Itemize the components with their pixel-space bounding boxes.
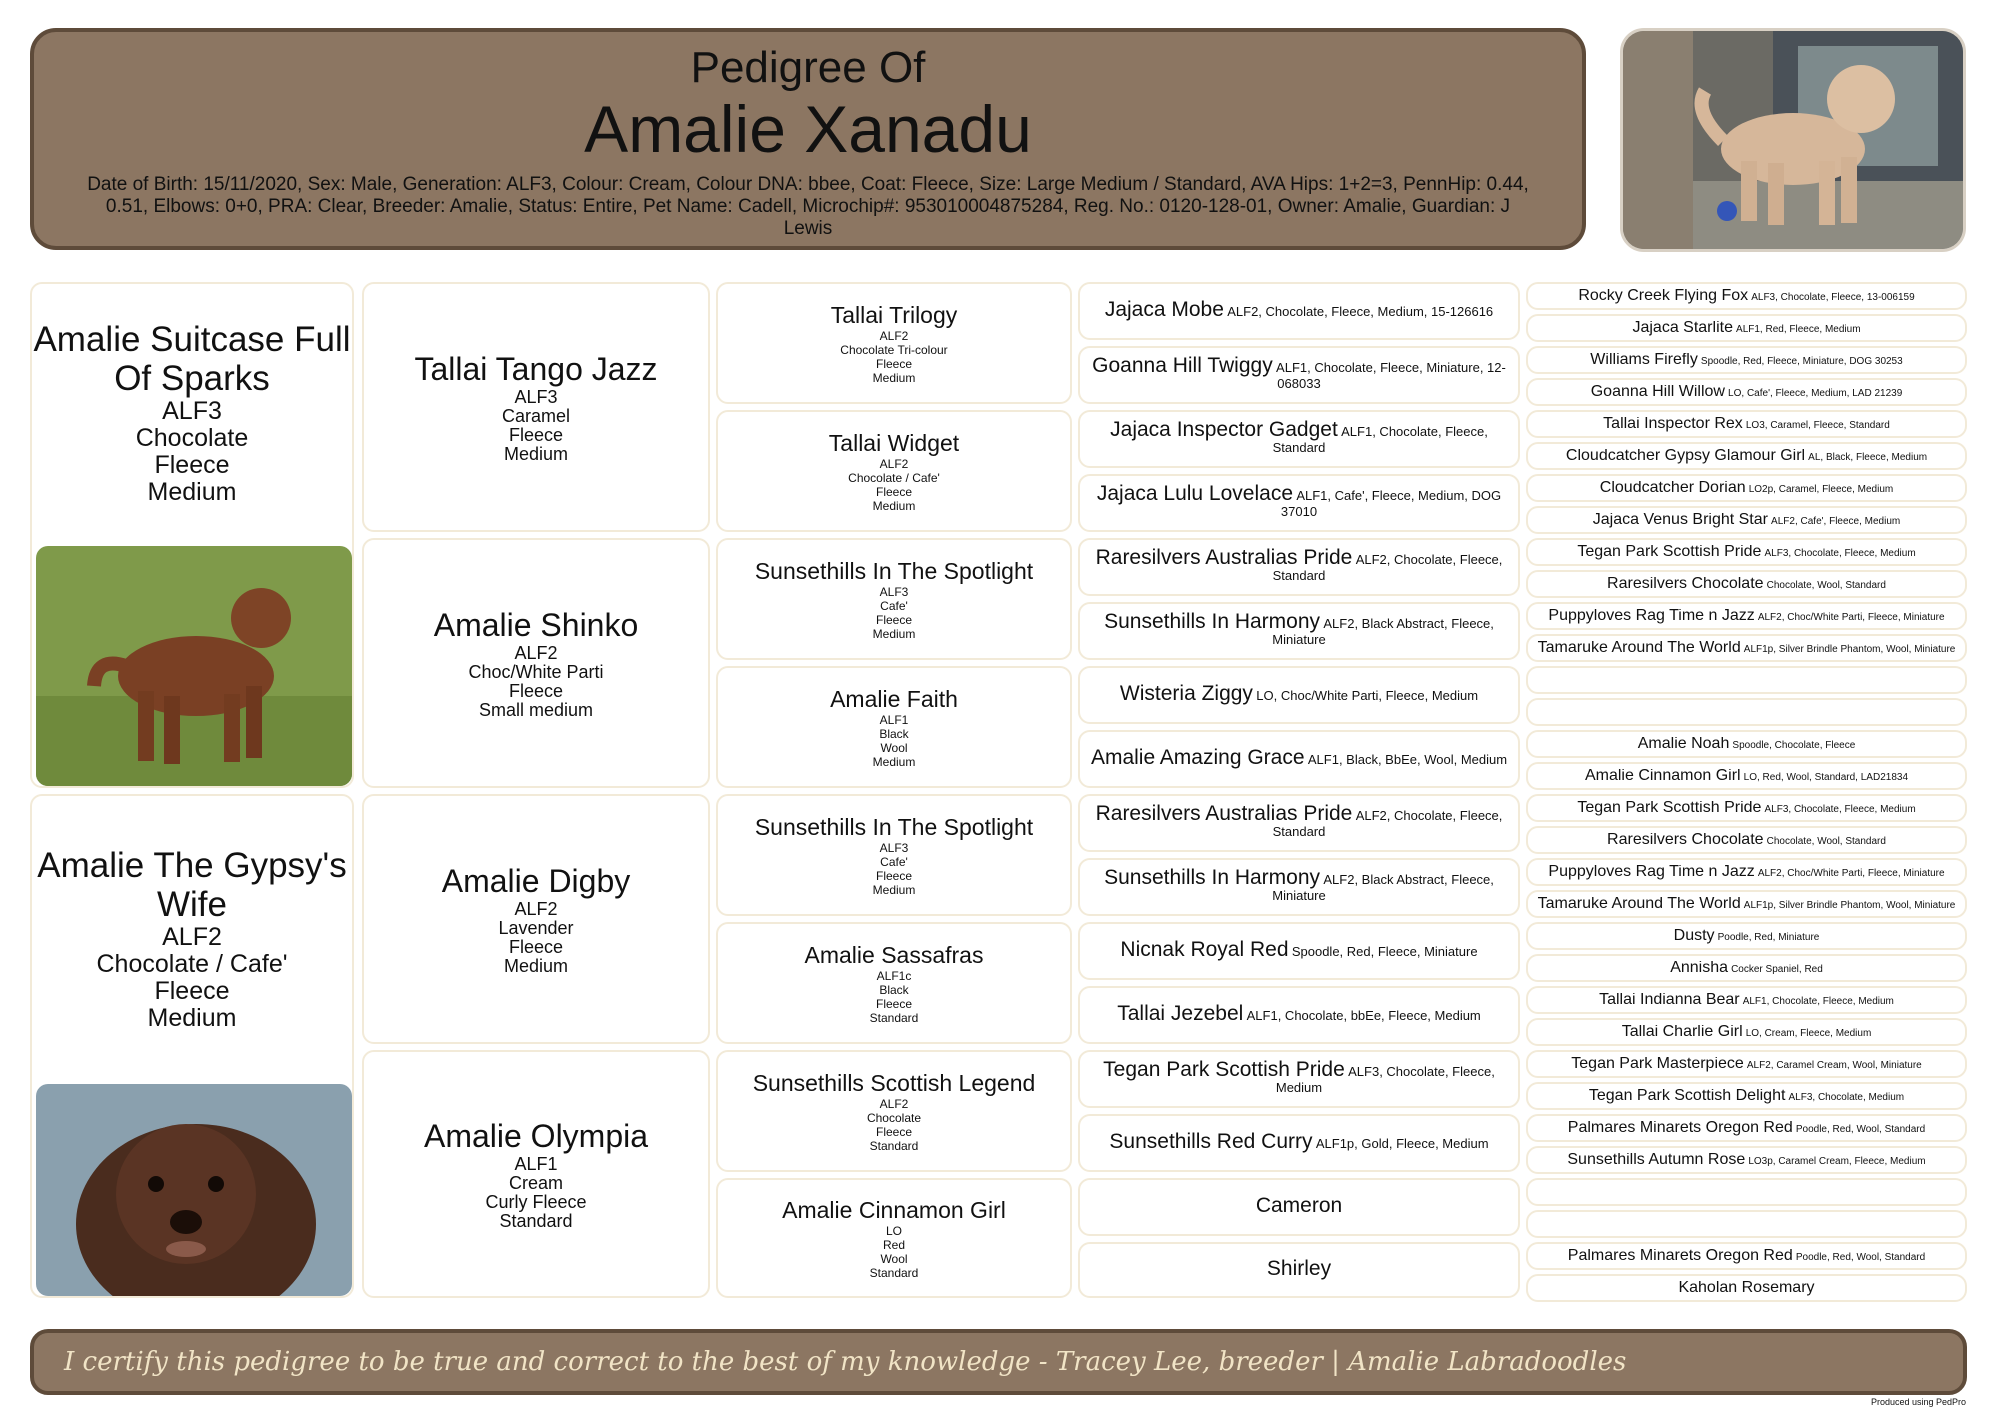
gen5-name: Tegan Park Scottish Delight — [1588, 1088, 1786, 1104]
gen5-box — [1526, 858, 1967, 886]
gen2-attr: ALF2 — [514, 899, 558, 919]
gen4-box — [1078, 538, 1520, 596]
gen5-info: LO3, Caramel, Fleece, Standard — [1745, 419, 1890, 431]
gen5-info: LO, Cream, Fleece, Medium — [1745, 1027, 1872, 1039]
gen5-name: Amalie Noah — [1637, 736, 1730, 752]
gen3-attr: Cafe' — [880, 599, 908, 613]
gen4-name: Jajaca Mobe — [1104, 298, 1224, 321]
sire-coat: Fleece — [154, 451, 230, 479]
gen3-box — [716, 282, 1072, 404]
gen5-info: LO, Red, Wool, Standard, LAD21834 — [1743, 771, 1909, 783]
gen4-info: ALF1, Chocolate, Fleece, Miniature, 12-068033 — [1276, 360, 1506, 391]
gen5-info: ALF3, Chocolate, Fleece, 13-006159 — [1751, 291, 1915, 303]
gen4-info: ALF2, Black Abstract, Fleece, Miniature — [1272, 616, 1494, 647]
gen4-box — [1078, 346, 1520, 404]
gen5-info: ALF3, Chocolate, Fleece, Medium — [1764, 547, 1916, 559]
gen3-name: Amalie Cinnamon Girl — [782, 1197, 1006, 1223]
gen2-attr: Lavender — [498, 918, 574, 938]
dam-photo — [36, 1084, 352, 1296]
gen3-attr: Standard — [869, 1266, 919, 1280]
gen2-attr: Fleece — [508, 937, 564, 957]
gen5-info: ALF1p, Silver Brindle Phantom, Wool, Miniature — [1743, 643, 1956, 655]
gen5-box — [1526, 986, 1967, 1014]
certification-banner — [30, 1329, 1967, 1395]
gen5-name: Jajaca Venus Bright Star — [1592, 512, 1768, 528]
gen5-box — [1526, 794, 1967, 822]
gen4-info: ALF1, Chocolate, bbEe, Fleece, Medium — [1246, 1008, 1481, 1023]
gen4-box — [1078, 922, 1520, 980]
gen4-info: ALF1, Chocolate, Fleece, Standard — [1272, 424, 1488, 455]
gen4-name: Tegan Park Scottish Pride — [1103, 1058, 1345, 1081]
gen5-name: Annisha — [1670, 960, 1729, 976]
gen5-box — [1526, 314, 1967, 342]
gen2-attr: ALF3 — [514, 387, 558, 407]
gen3-attr: Wool — [880, 1252, 908, 1266]
gen5-info: LO3p, Caramel Cream, Fleece, Medium — [1748, 1155, 1926, 1167]
gen4-box — [1078, 282, 1520, 340]
gen5-info: Poodle, Red, Miniature — [1717, 931, 1820, 943]
produced-by-note: Produced using PedPro — [1870, 1397, 1966, 1407]
gen5-box — [1526, 698, 1967, 726]
gen5-box — [1526, 1146, 1967, 1174]
gen5-name: Williams Firefly — [1590, 352, 1698, 368]
gen4-box — [1078, 1050, 1520, 1108]
gen3-attr: Red — [882, 1238, 905, 1252]
gen5-info: Poodle, Red, Wool, Standard — [1795, 1251, 1926, 1263]
gen5-name: Tegan Park Scottish Pride — [1577, 800, 1762, 816]
gen5-box — [1526, 1210, 1967, 1238]
gen2-attr: Standard — [499, 1211, 573, 1231]
gen5-box — [1526, 1242, 1967, 1270]
gen2-attr: Medium — [503, 444, 569, 464]
gen4-info: ALF2, Chocolate, Fleece, Standard — [1272, 552, 1503, 583]
gen5-name: Tallai Charlie Girl — [1621, 1024, 1743, 1040]
gen5-info: Poodle, Red, Wool, Standard — [1795, 1123, 1926, 1135]
gen2-box — [362, 538, 710, 788]
gen4-name: Nicnak Royal Red — [1120, 938, 1289, 961]
gen3-box — [716, 666, 1072, 788]
gen5-box — [1526, 506, 1967, 534]
gen5-info: ALF2, Cafe', Fleece, Medium — [1771, 515, 1901, 527]
gen5-info: ALF2, Caramel Cream, Wool, Miniature — [1746, 1059, 1922, 1071]
brown-dog-photo-image — [36, 546, 352, 786]
gen2-box — [362, 1050, 710, 1298]
sire-colour: Chocolate — [135, 424, 249, 452]
gen4-name: Raresilvers Australias Pride — [1095, 802, 1353, 825]
gen5-name: Sunsethills Autumn Rose — [1567, 1152, 1746, 1168]
gen4-box — [1078, 666, 1520, 724]
gen4-name: Jajaca Inspector Gadget — [1110, 418, 1338, 441]
sire-size: Medium — [147, 478, 237, 506]
gen4-info: LO, Choc/White Parti, Fleece, Medium — [1256, 688, 1479, 703]
gen5-info: Spoodle, Chocolate, Fleece — [1732, 739, 1856, 751]
gen4-box — [1078, 602, 1520, 660]
gen2-name: Amalie Digby — [441, 863, 631, 899]
gen5-box — [1526, 410, 1967, 438]
gen5-name: Raresilvers Chocolate — [1607, 576, 1764, 592]
gen5-box — [1526, 282, 1967, 310]
gen2-attr: Curly Fleece — [485, 1192, 587, 1212]
sire-name: Amalie Suitcase Full Of Sparks — [33, 320, 351, 398]
gen4-box — [1078, 1242, 1520, 1298]
gen5-box — [1526, 378, 1967, 406]
pedigree-header — [30, 28, 1586, 250]
dog-details: Date of Birth: 15/11/2020, Sex: Male, Generation: ALF3, Colour: Cream, Colour DNA: bbee, Coat: Fleece, Size: Large Medium / Standard, AVA Hips: 1+2=3, PennHip: 0.44, 0.51, Elbows: 0+0, PRA: Clear, Breeder: Amalie, Status: Entire, Pet Name: Cadell, Microchip#: 953010004875284, Reg. No.: 0120-128-01, Owner: Amalie, Guardian: J Lewis — [87, 174, 1529, 239]
gen4-box — [1078, 474, 1520, 532]
gen3-attr: Fleece — [875, 357, 913, 371]
gen4-info: Spoodle, Red, Fleece, Miniature — [1291, 944, 1478, 959]
gen3-name: Sunsethills Scottish Legend — [752, 1070, 1036, 1096]
sire-box — [30, 282, 354, 788]
gen3-attr: ALF2 — [879, 457, 909, 471]
gen5-name: Kaholan Rosemary — [1678, 1280, 1815, 1296]
gen4-name: Sunsethills In Harmony — [1104, 866, 1321, 889]
gen5-box — [1526, 1082, 1967, 1110]
gen5-info: ALF3, Chocolate, Medium — [1788, 1091, 1905, 1103]
gen5-box — [1526, 730, 1967, 758]
gen4-info: ALF3, Chocolate, Fleece, Medium — [1275, 1064, 1495, 1095]
gen5-info: AL, Black, Fleece, Medium — [1808, 451, 1928, 463]
gen3-attr: ALF2 — [879, 329, 909, 343]
gen3-attr: Standard — [869, 1011, 919, 1025]
gen5-name: Puppyloves Rag Time n Jazz — [1548, 608, 1755, 624]
gen5-box — [1526, 602, 1967, 630]
gen5-box — [1526, 1274, 1967, 1302]
gen5-box — [1526, 474, 1967, 502]
gen2-attr: Caramel — [501, 406, 571, 426]
dam-size: Medium — [147, 1004, 237, 1032]
gen3-name: Tallai Trilogy — [830, 302, 958, 328]
gen5-name: Palmares Minarets Oregon Red — [1567, 1248, 1793, 1264]
gen2-box — [362, 282, 710, 532]
dam-generation: ALF2 — [162, 923, 222, 951]
gen3-attr: Fleece — [875, 869, 913, 883]
gen5-info: Spoodle, Red, Fleece, Miniature, DOG 30253 — [1700, 355, 1903, 367]
gen5-info: Chocolate, Wool, Standard — [1766, 579, 1886, 591]
gen2-box — [362, 794, 710, 1044]
gen5-name: Tegan Park Masterpiece — [1571, 1056, 1744, 1072]
gen3-attr: Black — [879, 727, 909, 741]
gen2-attr: ALF1 — [514, 1154, 558, 1174]
dam-box — [30, 794, 354, 1298]
gen3-attr: Medium — [872, 755, 916, 769]
gen3-attr: Cafe' — [880, 855, 908, 869]
gen4-box — [1078, 1114, 1520, 1172]
sire-photo — [36, 546, 352, 786]
dam-colour: Chocolate / Cafe' — [96, 950, 288, 978]
gen3-attr: Wool — [880, 741, 908, 755]
gen3-attr: Medium — [872, 883, 916, 897]
pre-title: Pedigree Of — [690, 43, 926, 92]
gen4-info: ALF2, Chocolate, Fleece, Standard — [1272, 808, 1503, 839]
gen4-box — [1078, 730, 1520, 788]
gen3-attr: Standard — [869, 1139, 919, 1153]
gen3-box — [716, 1050, 1072, 1172]
gen4-name: Cameron — [1255, 1194, 1343, 1217]
gen5-info: LO, Cafe', Fleece, Medium, LAD 21239 — [1728, 387, 1903, 399]
gen5-name: Tamaruke Around The World — [1537, 640, 1741, 656]
gen3-name: Sunsethills In The Spotlight — [754, 558, 1034, 584]
gen4-box — [1078, 858, 1520, 916]
gen2-name: Amalie Shinko — [433, 607, 639, 643]
gen5-box — [1526, 1114, 1967, 1142]
gen4-name: Sunsethills In Harmony — [1104, 610, 1321, 633]
gen2-attr: Fleece — [508, 425, 564, 445]
gen5-name: Puppyloves Rag Time n Jazz — [1548, 864, 1755, 880]
gen3-box — [716, 1178, 1072, 1298]
gen5-name: Tallai Indianna Bear — [1599, 992, 1740, 1008]
gen5-box — [1526, 954, 1967, 982]
gen4-box — [1078, 794, 1520, 852]
gen3-attr: Medium — [872, 371, 916, 385]
gen5-box — [1526, 1050, 1967, 1078]
gen5-name: Raresilvers Chocolate — [1607, 832, 1764, 848]
gen3-attr: ALF3 — [879, 585, 909, 599]
gen3-attr: ALF1 — [879, 713, 909, 727]
cream-dog-photo-image — [1623, 31, 1966, 252]
gen4-box — [1078, 1178, 1520, 1236]
gen4-box — [1078, 986, 1520, 1044]
gen5-name: Cloudcatcher Gypsy Glamour Girl — [1565, 448, 1806, 464]
gen5-name: Cloudcatcher Dorian — [1599, 480, 1746, 496]
gen2-attr: Cream — [508, 1173, 563, 1193]
gen5-info: ALF3, Chocolate, Fleece, Medium — [1764, 803, 1916, 815]
main-dog-photo — [1620, 28, 1966, 252]
gen5-name: Jajaca Starlite — [1632, 320, 1733, 336]
gen3-box — [716, 410, 1072, 532]
gen5-box — [1526, 922, 1967, 950]
gen4-name: Jajaca Lulu Lovelace — [1096, 482, 1293, 505]
gen2-attr: Choc/White Parti — [468, 662, 604, 682]
gen5-box — [1526, 890, 1967, 918]
gen5-box — [1526, 1018, 1967, 1046]
gen5-name: Rocky Creek Flying Fox — [1578, 288, 1749, 304]
gen5-name: Tallai Inspector Rex — [1603, 416, 1743, 432]
gen5-info: ALF1p, Silver Brindle Phantom, Wool, Miniature — [1743, 899, 1956, 911]
gen3-attr: Chocolate / Cafe' — [848, 471, 940, 485]
gen2-attr: Medium — [503, 956, 569, 976]
gen2-name: Amalie Olympia — [423, 1118, 649, 1154]
gen5-name: Amalie Cinnamon Girl — [1584, 768, 1741, 784]
gen4-box — [1078, 410, 1520, 468]
gen4-name: Tallai Jezebel — [1117, 1002, 1244, 1025]
gen5-box — [1526, 442, 1967, 470]
gen5-box — [1526, 634, 1967, 662]
gen5-box — [1526, 538, 1967, 566]
gen5-box — [1526, 570, 1967, 598]
gen5-box — [1526, 346, 1967, 374]
gen4-name: Shirley — [1266, 1257, 1332, 1280]
certification-text: I certify this pedigree to be true and correct to the best of my knowledge - Tracey Lee, breeder | Amalie Labradoodles — [64, 1347, 1627, 1377]
gen3-name: Sunsethills In The Spotlight — [754, 814, 1034, 840]
gen5-name: Goanna Hill Willow — [1590, 384, 1725, 400]
gen5-info: Chocolate, Wool, Standard — [1766, 835, 1886, 847]
gen4-name: Goanna Hill Twiggy — [1092, 354, 1273, 377]
gen3-attr: Black — [879, 983, 909, 997]
gen3-attr: Medium — [872, 499, 916, 513]
gen4-info: ALF2, Chocolate, Fleece, Medium, 15-126616 — [1227, 304, 1494, 319]
dog-name-title: Amalie Xanadu — [584, 92, 1032, 166]
gen3-attr: Fleece — [875, 613, 913, 627]
gen3-name: Amalie Sassafras — [804, 942, 984, 968]
gen3-attr: ALF2 — [879, 1097, 909, 1111]
gen2-attr: ALF2 — [514, 643, 558, 663]
gen3-attr: LO — [885, 1224, 902, 1238]
gen3-attr: Fleece — [875, 997, 913, 1011]
gen3-name: Amalie Faith — [830, 686, 958, 712]
gen2-name: Tallai Tango Jazz — [414, 351, 658, 387]
gen5-info: ALF1, Red, Fleece, Medium — [1736, 323, 1861, 335]
gen5-name: Tegan Park Scottish Pride — [1577, 544, 1762, 560]
gen2-attr: Small medium — [478, 700, 594, 720]
gen5-box — [1526, 1178, 1967, 1206]
gen3-box — [716, 922, 1072, 1044]
gen5-name: Palmares Minarets Oregon Red — [1567, 1120, 1793, 1136]
gen4-name: Raresilvers Australias Pride — [1095, 546, 1353, 569]
gen5-box — [1526, 826, 1967, 854]
gen4-info: ALF2, Black Abstract, Fleece, Miniature — [1272, 872, 1494, 903]
gen3-attr: ALF1c — [876, 969, 912, 983]
gen5-info: ALF1, Chocolate, Fleece, Medium — [1742, 995, 1894, 1007]
dam-name: Amalie The Gypsy's Wife — [37, 846, 347, 924]
gen5-box — [1526, 762, 1967, 790]
gen3-attr: ALF3 — [879, 841, 909, 855]
gen4-info: ALF1, Cafe', Fleece, Medium, DOG 37010 — [1280, 488, 1502, 519]
gen4-name: Amalie Amazing Grace — [1090, 746, 1305, 769]
dam-coat: Fleece — [154, 977, 230, 1005]
gen5-info: ALF2, Choc/White Parti, Fleece, Miniature — [1757, 867, 1945, 879]
gen4-name: Sunsethills Red Curry — [1109, 1130, 1313, 1153]
gen5-box — [1526, 666, 1967, 694]
gen5-info: LO2p, Caramel, Fleece, Medium — [1748, 483, 1894, 495]
sire-generation: ALF3 — [162, 397, 222, 425]
gen5-info: ALF2, Choc/White Parti, Fleece, Miniature — [1757, 611, 1945, 623]
gen3-attr: Chocolate Tri-colour — [840, 343, 948, 357]
gen3-attr: Fleece — [875, 1125, 913, 1139]
gen4-name: Wisteria Ziggy — [1119, 682, 1253, 705]
gen4-info: ALF1p, Gold, Fleece, Medium — [1315, 1136, 1489, 1151]
gen3-box — [716, 538, 1072, 660]
gen3-attr: Chocolate — [866, 1111, 922, 1125]
gen3-attr: Fleece — [875, 485, 913, 499]
gen5-name: Dusty — [1673, 928, 1715, 944]
gen2-attr: Fleece — [508, 681, 564, 701]
gen4-info: ALF1, Black, BbEe, Wool, Medium — [1307, 752, 1508, 767]
gen5-info: Cocker Spaniel, Red — [1731, 963, 1823, 975]
gen3-box — [716, 794, 1072, 916]
gen3-attr: Medium — [872, 627, 916, 641]
chocolate-dog-photo-image — [36, 1084, 352, 1296]
gen5-name: Tamaruke Around The World — [1537, 896, 1741, 912]
gen3-name: Tallai Widget — [828, 430, 960, 456]
